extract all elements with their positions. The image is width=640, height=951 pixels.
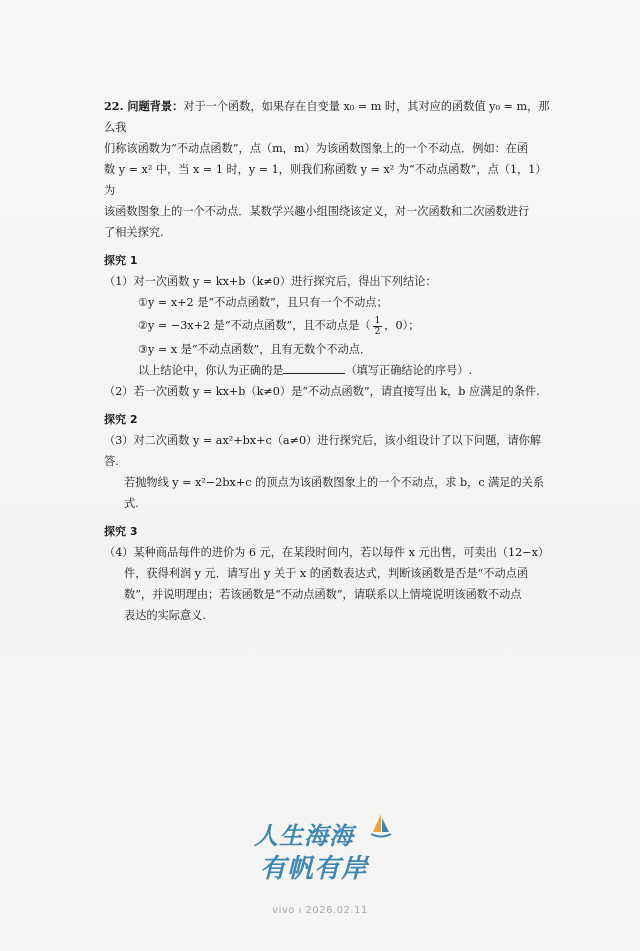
explore3-title: 探究 3 — [104, 525, 138, 538]
explore1-title: 探究 1 — [104, 254, 138, 267]
intro-line-5: 了相关探究. — [104, 226, 164, 239]
answer-prompt — [104, 360, 554, 381]
sailboat-icon — [370, 812, 392, 840]
question-block — [104, 96, 554, 626]
answer-blank[interactable] — [283, 363, 345, 374]
watermark-line-2: 有帆有岸 — [260, 854, 369, 884]
part3-line-2: 若抛物线 y = x²−2bx+c 的顶点为该函数图象上的一个不动点，求 b，c 满足的关系式. — [124, 476, 545, 510]
intro-line-4: 该函数图象上的一个不动点．某数学兴趣小组围绕该定义，对一次函数和二次函数进行 — [104, 205, 530, 218]
part4-line-3: 数”，并说明理由；若该函数是“不动点函数”，请联系以上情境说明该函数不动点 — [124, 588, 522, 601]
watermark-logo — [246, 812, 396, 892]
question-number: 22. 问题背景： — [104, 99, 184, 113]
part3-line-1: （3）对二次函数 y = ax²+bx+c（a≠0）进行探究后，该小组设计了以下问题，请你解答. — [104, 434, 542, 468]
part4-line-1: （4）某种商品每件的进价为 6 元，在某段时间内，若以每件 x 元出售，可卖出（12−x） — [104, 546, 550, 559]
intro-line-3: 数 y = x² 中，当 x = 1 时，y = 1，则我们称函数 y = x² 为“不动点函数”，点（1，1）为 — [104, 163, 547, 197]
watermark-line-1: 人生海海 — [254, 822, 354, 850]
conclusion-2 — [104, 313, 554, 339]
fraction-denominator: 2 — [374, 326, 381, 337]
question-intro — [104, 96, 554, 138]
intro-line-1: 对于一个函数，如果存在自变量 x₀ = m 时，其对应的函数值 y₀ = m，那么我 — [104, 100, 550, 134]
conclusion-1: ①y = x+2 是“不动点函数”，且只有一个不动点； — [138, 296, 388, 309]
part1-statement: （1）对一次函数 y = kx+b（k≠0）进行探究后，得出下列结论： — [104, 275, 437, 288]
explore2-title: 探究 2 — [104, 413, 138, 426]
conclusion-3: ③y = x 是“不动点函数”，且有无数个不动点． — [138, 343, 372, 356]
answer-prompt-pre: 以上结论中，你认为正确的是 — [138, 364, 284, 377]
conclusion-2-post: ，0）； — [384, 319, 420, 332]
intro-line-2: 们称该函数为“不动点函数”，点（m，m）为该函数图象上的一个不动点．例如：在函 — [104, 142, 529, 155]
part4-line-4: 表达的实际意义. — [124, 609, 206, 622]
part2-statement: （2）若一次函数 y = kx+b（k≠0）是“不动点函数”，请直接写出 k，b 应满足的条件. — [104, 385, 540, 398]
fraction-numerator: 1 — [374, 315, 381, 326]
conclusion-2-pre: ②y = −3x+2 是“不动点函数”，且不动点是（ — [138, 319, 371, 332]
answer-prompt-post: （填写正确结论的序号）. — [345, 364, 473, 377]
camera-footer: vivo ı 2026.02.11 — [272, 905, 368, 916]
fraction-one-half — [373, 316, 383, 337]
part4-line-2: 件，获得利润 y 元．请写出 y 关于 x 的函数表达式，判断该函数是否是“不动点函 — [124, 567, 529, 580]
